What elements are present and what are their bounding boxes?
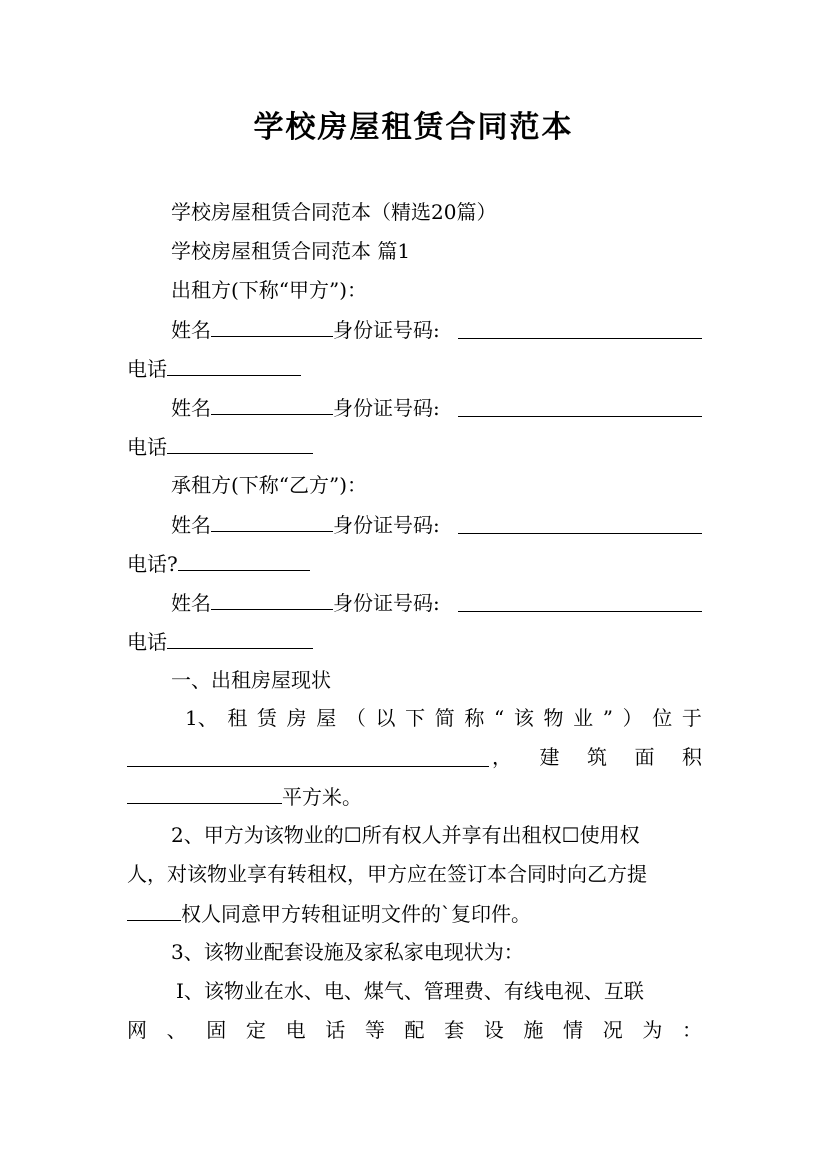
area-blank[interactable] bbox=[127, 783, 282, 804]
text-char: 该 bbox=[513, 706, 534, 730]
lessor-1-row bbox=[171, 316, 440, 343]
text-char: ” bbox=[602, 706, 613, 730]
part1-heading: 一、出租房屋现状 bbox=[171, 668, 331, 692]
lessor-2-row bbox=[171, 394, 440, 421]
lessee-1-phone-row bbox=[127, 550, 310, 577]
item2-line2: 人，对该物业享有转租权，甲方应在签订本合同时向乙方提 bbox=[127, 862, 647, 886]
text-char: 况 bbox=[602, 1018, 623, 1042]
text-char: 套 bbox=[444, 1018, 465, 1042]
text-char: 租 bbox=[227, 706, 248, 730]
area-unit: 平方米。 bbox=[282, 785, 362, 809]
subtitle: 学校房屋租赁合同范本（精选20篇） bbox=[171, 200, 497, 224]
text-char: 屋 bbox=[316, 706, 337, 730]
lessee-1-row bbox=[171, 511, 440, 538]
text-char: 赁 bbox=[256, 706, 277, 730]
text-char: 等 bbox=[364, 1018, 385, 1042]
text-char: 面 bbox=[634, 745, 655, 769]
id-label: 身份证号码: bbox=[333, 318, 440, 342]
name-blank[interactable] bbox=[211, 394, 333, 415]
phone-label: 电话 bbox=[127, 357, 167, 381]
name-blank[interactable] bbox=[211, 511, 333, 532]
id-label: 身份证号码: bbox=[333, 513, 440, 537]
item3-line: 3、该物业配套设施及家私家电现状为： bbox=[171, 940, 524, 964]
name-blank[interactable] bbox=[211, 589, 333, 610]
text-char: ， bbox=[492, 745, 512, 769]
id-blank[interactable] bbox=[458, 513, 702, 534]
text-char: 下 bbox=[405, 706, 426, 730]
text-char: 简 bbox=[434, 706, 455, 730]
lessor-2-phone-row bbox=[127, 433, 313, 460]
text-char: 定 bbox=[245, 1018, 266, 1042]
text-char: 网 bbox=[127, 1018, 147, 1042]
phone-label: 电话 bbox=[127, 435, 167, 459]
text-char: ） bbox=[622, 706, 643, 730]
lessee-2-phone-row bbox=[127, 628, 313, 655]
lessor-1-phone-row bbox=[127, 355, 301, 382]
text-char: 设 bbox=[483, 1018, 504, 1042]
id-blank[interactable] bbox=[458, 318, 702, 339]
text-char: （ bbox=[345, 706, 366, 730]
id-blank[interactable] bbox=[458, 396, 702, 417]
id-blank[interactable] bbox=[458, 591, 702, 612]
right-holder-blank[interactable] bbox=[127, 900, 181, 921]
text-char: 电 bbox=[285, 1018, 306, 1042]
itemI-line2 bbox=[127, 1017, 702, 1043]
lessee-2-row bbox=[171, 589, 440, 616]
name-label: 姓名 bbox=[171, 318, 211, 342]
text-char: 以 bbox=[375, 706, 396, 730]
name-label: 姓名 bbox=[171, 396, 211, 420]
text-char: 房 bbox=[286, 706, 307, 730]
lessee-heading: 承租方(下称“乙方”)： bbox=[171, 473, 368, 497]
item1-line3 bbox=[127, 783, 362, 810]
text-char: 于 bbox=[681, 706, 702, 730]
section-heading: 学校房屋租赁合同范本 篇1 bbox=[171, 239, 411, 263]
text-char: “ bbox=[493, 706, 505, 730]
text-char: 情 bbox=[563, 1018, 584, 1042]
phone-label: 电话 bbox=[127, 630, 167, 654]
text-char: 施 bbox=[523, 1018, 544, 1042]
phone-blank[interactable] bbox=[178, 550, 310, 571]
text-char: 积 bbox=[682, 745, 702, 769]
document-title: 学校房屋租赁合同范本 bbox=[253, 110, 574, 145]
text-char: ： bbox=[681, 1018, 702, 1042]
text-char: 1、 bbox=[185, 706, 218, 730]
text-char: 配 bbox=[404, 1018, 425, 1042]
item2-tail: 权人同意甲方转租证明文件的`复印件。 bbox=[181, 902, 531, 926]
name-label: 姓名 bbox=[171, 513, 211, 537]
text-char: 固 bbox=[206, 1018, 227, 1042]
item1-line1 bbox=[185, 705, 702, 731]
phone-label: 电话? bbox=[127, 552, 178, 576]
name-label: 姓名 bbox=[171, 591, 211, 615]
text-char: 建 bbox=[539, 745, 560, 769]
itemI-line1: Ⅰ、该物业在水、电、煤气、管理费、有线电视、互联 bbox=[176, 979, 644, 1003]
text-char: 为 bbox=[642, 1018, 663, 1042]
text-char: 筑 bbox=[587, 745, 607, 769]
id-label: 身份证号码: bbox=[333, 396, 440, 420]
text-char: 物 bbox=[543, 706, 564, 730]
text-char: 业 bbox=[573, 706, 594, 730]
item2-line3 bbox=[127, 900, 531, 927]
id-label: 身份证号码: bbox=[333, 591, 440, 615]
item2-line1: 2、甲方为该物业的☐所有权人并享有出租权☐使用权 bbox=[171, 823, 640, 847]
lessor-heading: 出租方(下称“甲方”)： bbox=[171, 278, 368, 302]
text-char: 、 bbox=[166, 1018, 187, 1042]
name-blank[interactable] bbox=[211, 316, 333, 337]
location-blank[interactable] bbox=[127, 746, 489, 767]
phone-blank[interactable] bbox=[167, 355, 301, 376]
phone-blank[interactable] bbox=[167, 433, 313, 454]
phone-blank[interactable] bbox=[167, 628, 313, 649]
text-char: 话 bbox=[325, 1018, 346, 1042]
text-char: 位 bbox=[652, 706, 673, 730]
text-char: 称 bbox=[464, 706, 485, 730]
item1-line2 bbox=[492, 744, 702, 770]
